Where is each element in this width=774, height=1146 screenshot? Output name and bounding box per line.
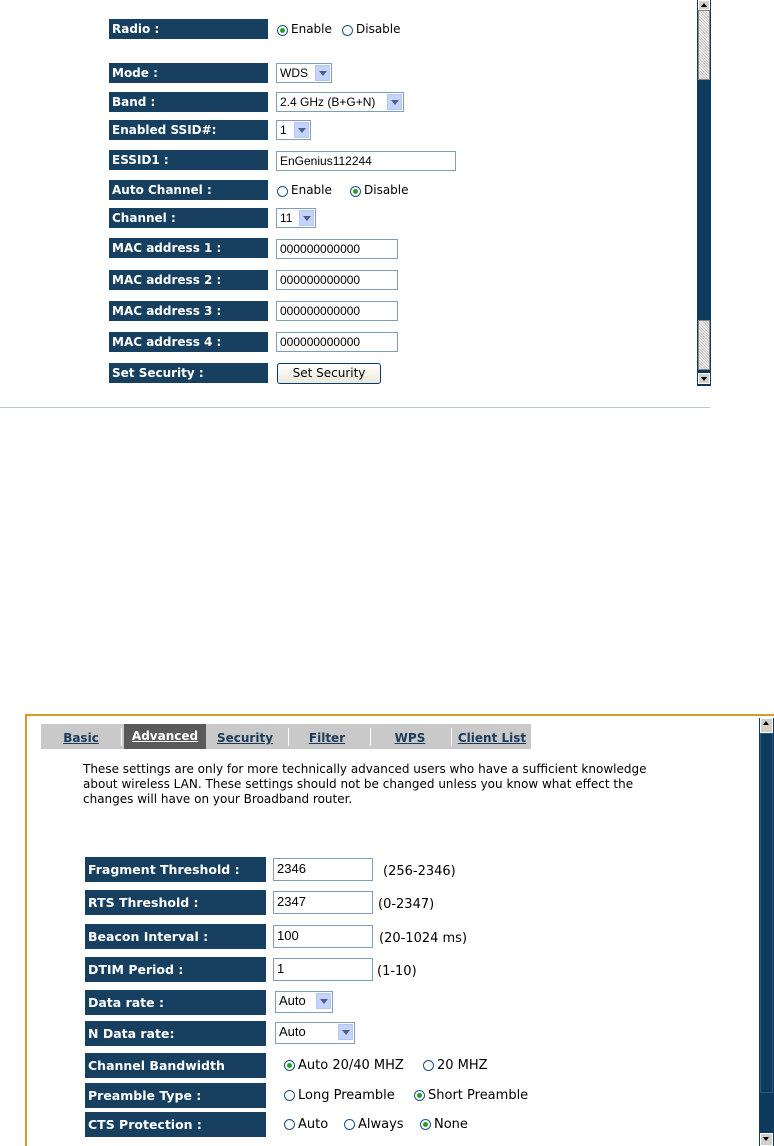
rts-threshold-hint: (0-2347) bbox=[378, 897, 435, 912]
enabled-ssid-label: Enabled SSID#: bbox=[109, 120, 268, 140]
data-rate-label: Data rate : bbox=[85, 990, 266, 1015]
cts-none-radio[interactable] bbox=[420, 1119, 431, 1130]
fragment-threshold-input[interactable]: 2346 bbox=[273, 858, 373, 881]
bottom-scrollbar[interactable] bbox=[759, 718, 774, 1146]
channel-bandwidth-label: Channel Bandwidth bbox=[85, 1053, 266, 1078]
tab-separator bbox=[370, 728, 371, 746]
beacon-interval-input[interactable]: 100 bbox=[273, 925, 373, 948]
chevron-down-icon bbox=[315, 65, 330, 81]
cts-auto-radio[interactable] bbox=[284, 1119, 295, 1130]
dtim-period-input[interactable]: 1 bbox=[273, 958, 373, 981]
scroll-thumb[interactable] bbox=[760, 733, 773, 1093]
n-data-rate-value: Auto bbox=[279, 1024, 306, 1039]
tab-basic[interactable]: Basic bbox=[63, 731, 99, 745]
essid1-input[interactable]: EnGenius112244 bbox=[276, 151, 456, 171]
set-security-button[interactable]: Set Security bbox=[277, 363, 381, 384]
tab-advanced[interactable]: Advanced bbox=[124, 724, 206, 749]
bandwidth-auto-radio[interactable] bbox=[284, 1060, 295, 1071]
tab-separator bbox=[121, 728, 122, 746]
tab-wps[interactable]: WPS bbox=[394, 731, 426, 745]
cts-auto-text: Auto bbox=[298, 1117, 329, 1132]
intro-text bbox=[83, 762, 723, 807]
auto-channel-enable-radio[interactable] bbox=[277, 186, 288, 197]
rts-threshold-input[interactable]: 2347 bbox=[273, 891, 373, 914]
tab-security[interactable]: Security bbox=[216, 731, 274, 745]
channel-label: Channel : bbox=[109, 208, 268, 228]
preamble-short-text: Short Preamble bbox=[428, 1088, 529, 1103]
mode-select-value: WDS bbox=[280, 66, 308, 80]
preamble-long-radio[interactable] bbox=[284, 1090, 295, 1101]
band-label: Band : bbox=[109, 92, 268, 112]
tab-separator bbox=[288, 728, 289, 746]
data-rate-select[interactable] bbox=[275, 991, 333, 1013]
scroll-up-icon[interactable] bbox=[698, 0, 710, 10]
band-select[interactable] bbox=[276, 92, 404, 112]
fragment-threshold-hint: (256-2346) bbox=[383, 864, 456, 879]
dtim-period-hint: (1-10) bbox=[377, 964, 417, 979]
channel-select[interactable] bbox=[276, 208, 316, 228]
essid1-label: ESSID1 : bbox=[109, 150, 268, 170]
beacon-interval-label: Beacon Interval : bbox=[85, 924, 266, 949]
tab-client-list[interactable]: Client List bbox=[457, 731, 527, 745]
chevron-down-icon bbox=[316, 993, 331, 1009]
cts-always-text: Always bbox=[358, 1117, 404, 1132]
mac1-input[interactable]: 000000000000 bbox=[276, 239, 398, 259]
scroll-track-lower bbox=[698, 320, 710, 370]
radio-enable-radio[interactable] bbox=[277, 25, 288, 36]
ssid-count-select[interactable] bbox=[276, 120, 311, 140]
band-select-value: 2.4 GHz (B+G+N) bbox=[280, 95, 376, 109]
intro-line-1: These settings are only for more technically advanced users who have a sufficient knowledge bbox=[83, 762, 647, 776]
mac1-label: MAC address 1 : bbox=[109, 238, 268, 258]
scroll-up-icon[interactable] bbox=[760, 718, 773, 733]
radio-disable-radio[interactable] bbox=[342, 25, 353, 36]
rts-threshold-label: RTS Threshold : bbox=[85, 890, 266, 915]
accent-line-left bbox=[25, 716, 27, 1146]
scroll-down-icon[interactable] bbox=[760, 1133, 773, 1146]
n-data-rate-select[interactable] bbox=[275, 1022, 355, 1044]
radio-disable-text: Disable bbox=[356, 22, 401, 36]
fragment-threshold-label: Fragment Threshold : bbox=[85, 857, 266, 882]
tab-separator bbox=[451, 728, 452, 746]
scroll-thumb[interactable] bbox=[698, 10, 710, 80]
scroll-down-icon[interactable] bbox=[698, 373, 710, 384]
ssid-count-value: 1 bbox=[280, 123, 287, 137]
mac4-input[interactable]: 000000000000 bbox=[276, 332, 398, 352]
mac3-label: MAC address 3 : bbox=[109, 301, 268, 321]
mac3-input[interactable]: 000000000000 bbox=[276, 301, 398, 321]
auto-channel-enable-text: Enable bbox=[291, 183, 332, 197]
preamble-type-label: Preamble Type : bbox=[85, 1083, 266, 1108]
chevron-down-icon bbox=[338, 1024, 353, 1040]
auto-channel-label: Auto Channel : bbox=[109, 180, 268, 200]
top-scrollbar[interactable] bbox=[697, 0, 711, 386]
top-divider bbox=[0, 407, 710, 408]
dtim-period-label: DTIM Period : bbox=[85, 957, 266, 982]
chevron-down-icon bbox=[387, 94, 402, 110]
beacon-interval-hint: (20-1024 ms) bbox=[379, 931, 468, 946]
mac2-input[interactable]: 000000000000 bbox=[276, 270, 398, 290]
preamble-long-text: Long Preamble bbox=[298, 1088, 395, 1103]
channel-select-value: 11 bbox=[280, 211, 293, 225]
data-rate-value: Auto bbox=[279, 993, 306, 1008]
radio-enable-text: Enable bbox=[291, 22, 332, 36]
mac2-label: MAC address 2 : bbox=[109, 270, 268, 290]
n-data-rate-label: N Data rate: bbox=[85, 1021, 266, 1046]
cts-protection-label: CTS Protection : bbox=[85, 1112, 266, 1137]
bandwidth-auto-text: Auto 20/40 MHZ bbox=[298, 1058, 404, 1073]
bandwidth-20-radio[interactable] bbox=[423, 1060, 434, 1071]
auto-channel-disable-text: Disable bbox=[364, 183, 409, 197]
set-security-label: Set Security : bbox=[109, 363, 268, 383]
intro-line-3: changes will have on your Broadband router. bbox=[83, 792, 353, 806]
intro-line-2: about wireless LAN. These settings should not be changed unless you know what effect the bbox=[83, 777, 634, 791]
preamble-short-radio[interactable] bbox=[414, 1090, 425, 1101]
bandwidth-20-text: 20 MHZ bbox=[437, 1058, 488, 1073]
accent-line bbox=[25, 714, 774, 716]
mode-label: Mode : bbox=[109, 63, 268, 83]
radio-label: Radio : bbox=[109, 19, 268, 39]
chevron-down-icon bbox=[299, 210, 314, 226]
auto-channel-disable-radio[interactable] bbox=[350, 186, 361, 197]
chevron-down-icon bbox=[294, 122, 309, 138]
mode-select[interactable] bbox=[276, 63, 332, 83]
cts-none-text: None bbox=[434, 1117, 468, 1132]
mac4-label: MAC address 4 : bbox=[109, 332, 268, 352]
tab-filter[interactable]: Filter bbox=[308, 731, 346, 745]
cts-always-radio[interactable] bbox=[344, 1119, 355, 1130]
